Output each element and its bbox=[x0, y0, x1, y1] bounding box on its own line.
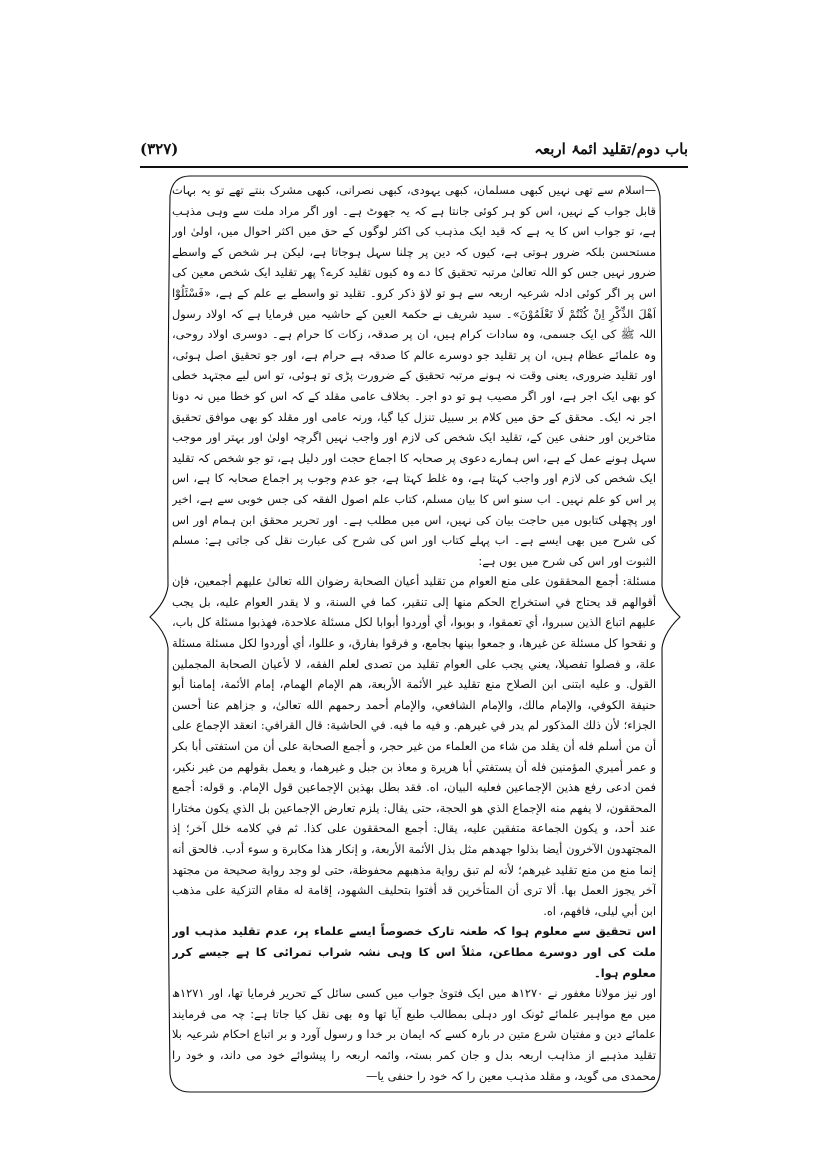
urdu-conclusion: اس تحقیق سے معلوم ہوا کہ طعنہ تارک خصوصاً ایسے علماء پر، عدم تقلید مذہب اور ملت کی اور دوسرے مطاعن، مثلاً اس کا وہی نشہ شراب تمرائی کا ہے جیسے کرر معلوم ہوا۔ bbox=[172, 924, 656, 980]
page-body bbox=[172, 180, 656, 1088]
urdu-fatwa-paragraph: اور نیز مولانا مغفور نے ۱۲۷۰ھ میں ایک فتویٰ جواب میں کسی سائل کے تحریر فرمایا تھا، اور ۱۲۷۱ھ میں مع مواہیر علمائے ٹونک اور دہلی بمطالب طبع آیا تھا وہ بھی نقل کیا جاتا ہے: چہ می فرمایند علمائے دین و مفتیان شرع متین در بارہ کسے کہ ایمان بر خدا و رسول آورد و بر اتباع احکام شرعیہ بلا تقلید مذہبے از مذاہب اربعہ بدل و جان کمر بستہ، وائمہ اربعہ را پیشوائے خود می داند، و خود را محمدی می گوید، و مقلد مذہب معین را کہ خود را حنفی یا— bbox=[172, 986, 656, 1083]
urdu-paragraph: —اسلام سے تھی نہیں کبھی مسلمان، کبھی یہودی، کبھی نصرانی، کبھی مشرک بنتے تھے تو یہ بہات قابل جواب کے نہیں، اس کو ہر کوئی جانتا ہے کہ یہ جھوٹ ہے۔ اور اگر مراد ملت سے وہی مذہب ہے، تو جواب اس کا یہ ہے کہ قید ایک مذہب کی اکثر لوگوں کے حق میں اکثر احوال میں، اولیٰ اور مستحسن بلکہ ضرور ہوتی ہے، کیوں کہ دین پر چلنا سہل ہوجاتا ہے، لیکن ہر شخص کے واسطے ضرور نہیں جس کو اللہ تعالیٰ مرتبہ تحقیق کا دے وہ کیوں تقلید کرے؟ پھر تقلید ایک شخص معین کی اس پر اگر کوئی ادلہ شرعیہ اربعہ سے ہو تو لاؤ ذکر کرو۔ تقلید تو واسطے بے علم کے ہے، «فَسْئَلُوْٓا اَهْلَ الذِّكْرِ اِنْ كُنْتُمْ لَا تَعْلَمُوْنَ»۔ سید شریف نے حکمۃ العین کے حاشیہ میں فرمایا ہے کہ اولاد رسول اللہ ﷺ کی ایک جسمی، وہ سادات کرام ہیں، ان پر صدقہ، زکات کا حرام ہے۔ دوسری اولاد روحی، وہ علمائے عظام ہیں، ان پر تقلید جو دوسرے عالم کا صدقہ ہے حرام ہے، اور جو تحقیق اصل ہوئی، اور تقلید ضروری، یعنی وقت نہ ہونے مرتبہ تحقیق کے ضرورت پڑی تو ہوئی، تو اس لیے مجتہد خطی کو بھی ایک اجر ہے، اور اگر مصیب ہو تو دو اجر۔ بخلاف عامی مقلد کے کہ اس کو خطا میں نہ دونا اجر نہ ایک۔ محقق کے حق میں کلام بر سبیل تنزل کیا گیا، ورنہ عامی اور مقلد کو بھی موافق تحقیق متاخرین اور حنفی عین کے، تقلید ایک شخص کی لازم اور واجب نہیں اگرچہ اولیٰ اور بہتر اور موجب سہل ہونے عمل کے ہے، اس ہمارے دعوی پر صحابہ کا اجماع حجت اور دلیل ہے، تو جو شخص کہ تقلید ایک شخص کی لازم اور واجب کہتا ہے، وہ غلط کہتا ہے، جو عدم وجوب پر اجماع صحابہ کا ہے، اس پر اس کو علم نہیں۔ اب سنو اس کا بیان مسلم، کتاب علم اصول الفقہ کی جس خوبی سے ہے، اخیر اور پچھلی کتابوں میں حاجت بیان کی نہیں، اس میں مطلب ہے۔ اور تحریر محقق ابن ہمام اور اس کی شرح میں بھی ایسے ہے۔ اب پہلے کتاب اور اس کی شرح کی عبارت نقل کی جاتی ہے: مسلم الثبوت اور اس کی شرح میں یوں ہے: bbox=[172, 183, 656, 568]
page-number: (۳۲۷) bbox=[140, 140, 179, 158]
arabic-quotation: مسئلة: أجمع المحققون على منع العوام من تقليد أعيان الصحابة رضوان الله تعالىٰ عليهم أجمعين، فإن أقوالهم قد يحتاج في استخراج الحكم منها إلى تنقير، كما في السنة، و لا يقدر العوام عليه، بل يجب عليهم اتباع الذين سبروا، أي تعمقوا، و بوبوا، أي أوردوا أبوابا لكل مسئلة علاحدة، فهذبوا مسئلة كل باب، و نقحوا كل مسئلة عن غيرها، و جمعوا بينها بجامع، و فرقوا بفارق، و عللوا، أي أوردوا لكل مسئلة مسئلة علة، و فصلوا تفصيلا، يعني يجب على العوام تقليد من تصدى لعلم الفقه، لا لأعيان الصحابة المجملين القول. و عليه ابتنى ابن الصلاح منع تقليد غير الأئمة الأربعة، هم الإمام الهمام، إمام الأئمة، إمامنا أبو حنيفة الكوفي، والإمام مالك، والإمام الشافعي، والإمام أحمد رحمهم الله تعالىٰ، و جزاهم عنا أحسن الجزاء؛ لأن ذلك المذكور لم يدر في غيرهم. و فيه ما فيه. في الحاشية: قال القرافي: انعقد الإجماع على أن من أسلم فله أن يقلد من شاء من العلماء من غير حجر، و أجمع الصحابة على أن من استفتى أبا بكر و عمر أميري المؤمنين فله أن يستفتي أبا هريرة و معاذ بن جبل و غيرهما، و يعمل بقولهم من غير نكير، فمن ادعى رفع هذين الإجماعين فعليه البيان، اه. فقد بطل بهذين الإجماعين قول الإمام. و قوله: أجمع المحققون، لا يفهم منه الإجماع الذي هو الحجة، حتى يقال: يلزم تعارض الإجماعين بل الذي يكون مختارا عند أحد، و يكون الجماعة متفقين عليه، يقال: أجمع المحققون على كذا. ثم في كلامه خلل آخر؛ إذ المجتهدون الآخرون أيضا بذلوا جهدهم مثل بذل الأئمة الأربعة، و إنكار هذا مكابرة و سوء أدب. فالحق أنه إنما منع من منع تقليد غيرهم؛ لأنه لم تبق رواية مذهبهم محفوظة، حتى لو وجد رواية صحيحة من مجتهد آخر يجوز العمل بها. ألا ترى أن المتأخرين قد أفتوا بتحليف الشهود، إقامة له مقام التزكية على مذهب ابن أبي ليلى، فافهم، اه. bbox=[172, 574, 656, 918]
chapter-title: باب دوم/تقلید ائمۂ اربعہ bbox=[534, 140, 688, 158]
